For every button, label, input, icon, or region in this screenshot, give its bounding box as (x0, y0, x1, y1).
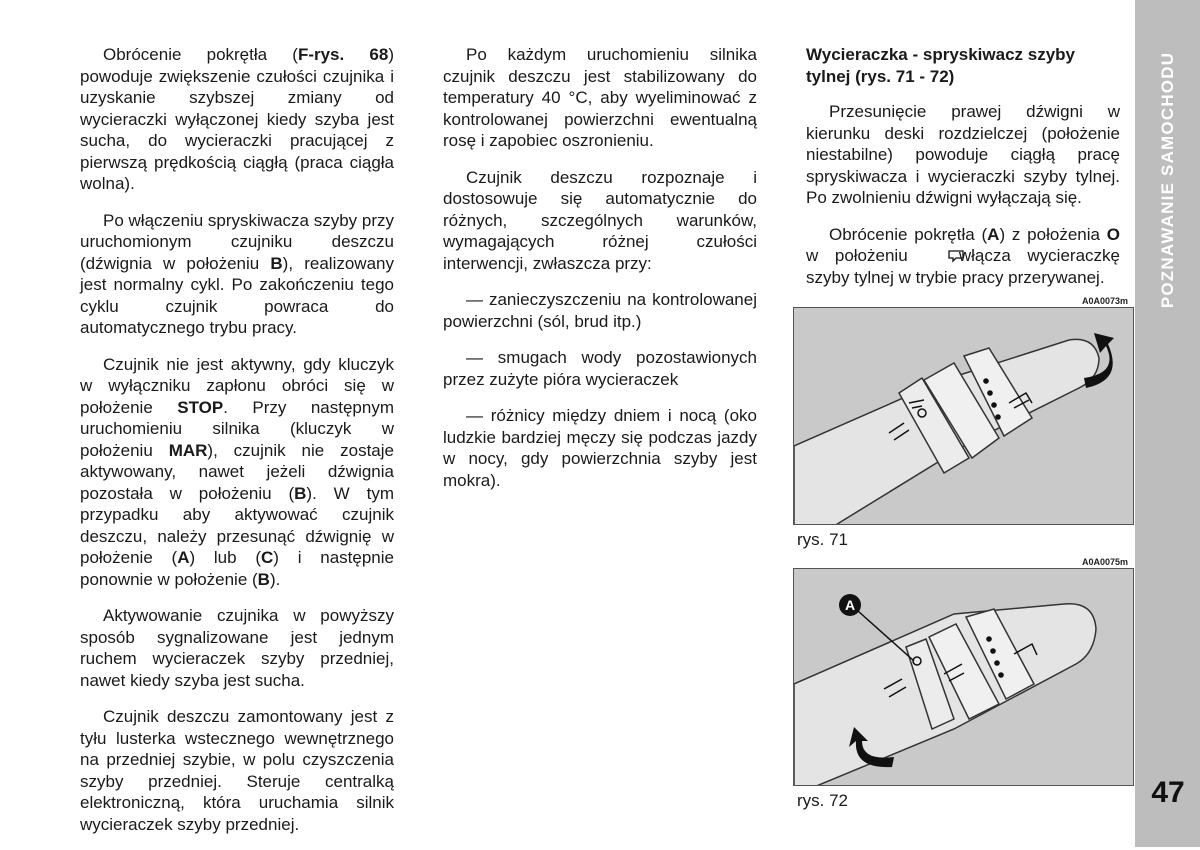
paragraph: Czujnik deszczu zamontowany jest z tyłu lusterka wstecznego wewnętrznego na przedniej szybie, w polu czyszczenia szyby przedniej. Steruje centralką elektroniczną, która uruchamia silnik wycieraczek szyby przedniej. (80, 707, 394, 834)
paragraph: Czujnik nie jest aktywny, gdy kluczyk w wyłączniku zapłonu obróci się w położenie STOP. Przy następnym uruchomieniu silnika (kluczyk w położeniu MAR), czujnik nie zostaje aktywowany, nawet jeżeli dźwignia pozostała w położeniu (B). W tym przypadku aby aktywować czujnik deszczu, należy przesunąć dźwignię w położenie (A) lub (C) i następnie ponownie w położenie (B). (80, 354, 394, 589)
figure-caption: rys. 71 (797, 530, 849, 549)
figure-code: A0A0073m (1082, 296, 1129, 306)
wiper-stalk-illustration (794, 308, 1134, 525)
wiper-stalk-illustration (794, 569, 1134, 786)
page-number: 47 (1151, 776, 1185, 809)
rear-wiper-icon (924, 247, 942, 261)
callout-marker (839, 594, 861, 616)
figure-code: A0A0075m (1082, 557, 1129, 567)
paragraph: Obrócenie pokrętła (A) z położenia O w położeniu włącza wycieraczkę szyby tylnej w trybie pracy przerywanej. (806, 224, 1120, 287)
bullet-item: — zanieczyszczeniu na kontrolowanej powierzchni (sól, brud itp.) (443, 290, 757, 331)
column-3 (806, 44, 1120, 303)
paragraph: Czujnik deszczu rozpoznaje i dostosowuje się automatycznie do różnych, szczególnych warunków, wymagających różnej czułości interwencji, zwłaszcza przy: (443, 167, 757, 273)
column-2 (443, 44, 757, 506)
section-heading: Wycieraczka - spryskiwacz szyby tylnej (rys. 71 - 72) (806, 45, 1076, 86)
figure-72 (793, 568, 1134, 786)
bullet-item: — różnicy między dniem i nocą (oko ludzkie bardziej męczy się podczas jazdy w nocy, gdy powierzchnia szyby jest mokra). (443, 406, 757, 490)
figure-ref: F-rys. 68 (297, 45, 389, 64)
figure-71 (793, 307, 1134, 525)
paragraph: Po włączeniu spryskiwacza szyby przy uruchomionym czujniku deszczu (dźwignia w położeniu B), realizowany jest normalny cykl. Po zakończeniu tego cyklu czujnik powraca do automatycznego trybu pracy. (80, 210, 394, 337)
paragraph: Obrócenie pokrętła (F-rys. 68) powoduje zwiększenie czułości czujnika i uzyskanie szybszej zmiany od wycieraczki wyłączonej kiedy szyba jest sucha, do wycieraczki pracującej z pierwszą prędkością ciągłą (praca ciągła wolna). (80, 45, 394, 193)
section-title: POZNAWANIE SAMOCHODU (1158, 51, 1177, 309)
figure-caption: rys. 72 (797, 791, 849, 810)
paragraph: Aktywowanie czujnika w powyższy sposób sygnalizowane jest jednym ruchem wycieraczek szyby przedniej, nawet kiedy szyba jest sucha. (80, 606, 394, 690)
paragraph: Przesunięcie prawej dźwigni w kierunku deski rozdzielczej (położenie niestabilne) powoduje ciągłą pracę spryskiwacza i wycieraczki szyby tylnej. Po zwolnieniu dźwigni wyłączają się. (806, 102, 1120, 207)
paragraph: Po każdym uruchomieniu silnika czujnik deszczu jest stabilizowany do temperatury 40 °C, aby wyeliminować z kontrolowanej powierzchni ewentualną rosę i zapobiec oszronieniu. (443, 45, 757, 150)
bullet-item: — smugach wody pozostawionych przez zużyte pióra wycieraczek (443, 348, 757, 389)
svg-text:A: A (844, 597, 856, 613)
column-1 (80, 44, 394, 850)
